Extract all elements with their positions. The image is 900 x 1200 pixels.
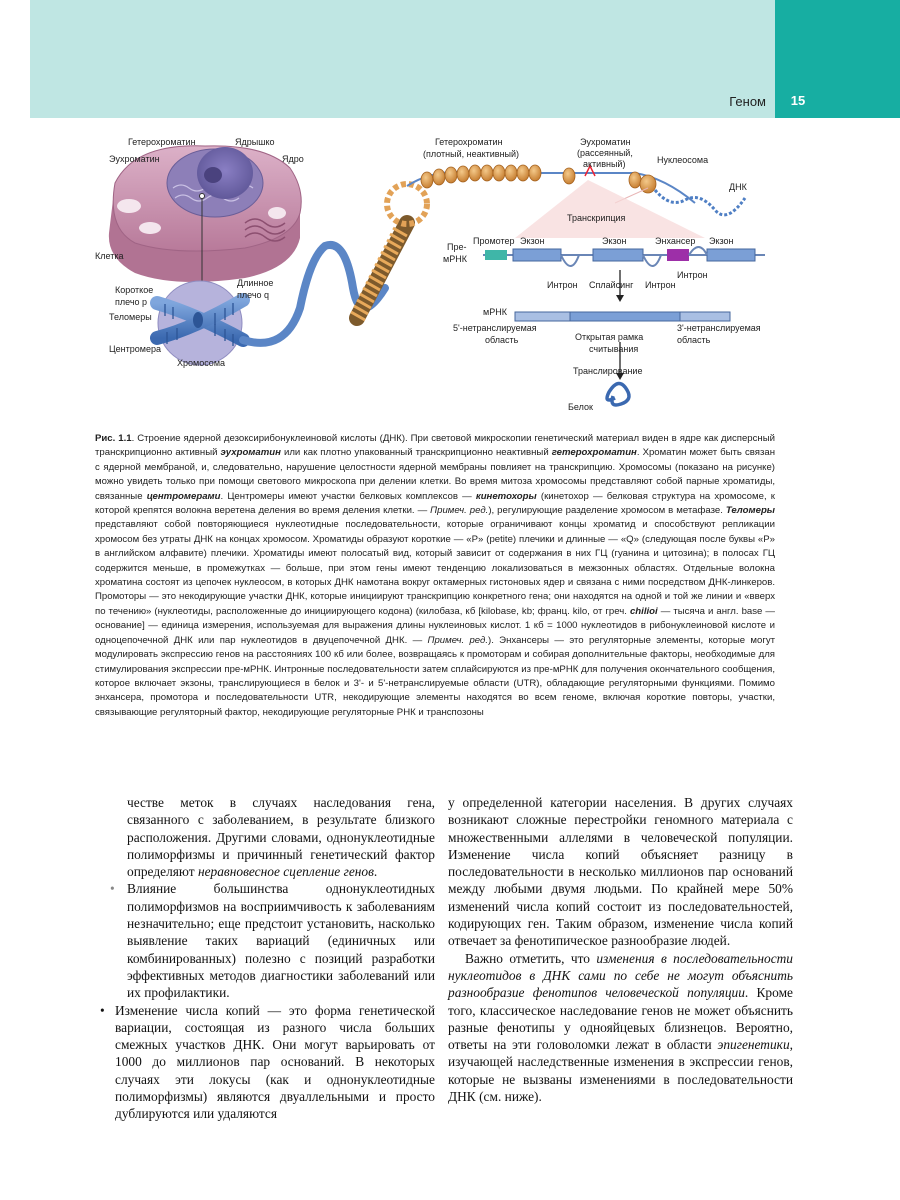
caption-term: гетерохроматин — [551, 447, 637, 459]
dna-structure-figure — [95, 128, 785, 423]
body-emphasis: эпигенетики — [717, 1037, 790, 1053]
label-euchromatin: Эухроматин — [109, 154, 160, 164]
caption-note: Примеч. ред. — [427, 634, 488, 646]
body-text: . Кроме того, классическое наследование генов не может объяснить разные фенотипы у однояйцевых близнецов. Вероятно, ответы на эти головоломки лежат в области — [448, 985, 793, 1053]
label-nucleus: Ядро — [282, 154, 304, 164]
label-splicing: Сплайсинг — [589, 280, 634, 290]
label-nucleolus: Ядрышко — [235, 137, 275, 147]
label-transcription: Транскрипция — [567, 213, 626, 223]
label-mrna: мРНК — [483, 307, 507, 317]
caption-label: Рис. 1.1 — [95, 433, 132, 444]
label-exon-2: Экзон — [602, 236, 627, 246]
caption-text: . Хроматин может быть связан с ядерной мембраной, и, следовательно, нарушение целостности ядерной мембраны повлияет на транскрипцию. Хромосомы (показано на рисунке) можно увидеть только при помощи светового микроскопа при делении клетки. Во время митоза хромосомы представляют собой парные хроматиды, связанные — [95, 447, 775, 502]
promoter-box — [485, 250, 507, 260]
label-orf-2: считывания — [589, 344, 639, 354]
chromosome-illustration — [157, 281, 243, 365]
bullet-icon: • — [100, 1002, 105, 1018]
label-utr5-2: область — [485, 335, 519, 345]
body-emphasis: изменения в последовательности нуклеотидов в ДНК сами по себе не могут объяснить разнообразие фенотипов человеческой популяции — [448, 950, 793, 1001]
caption-note: Примеч. ред. — [430, 505, 489, 517]
label-utr5-1: 5'-нетранслируемая — [453, 323, 537, 333]
label-long-arm-2: плечо q — [237, 290, 270, 300]
paragraph — [448, 950, 793, 1106]
label-heterochromatin: Гетерохроматин — [128, 137, 196, 147]
list-item — [90, 1002, 435, 1123]
label-exon-3: Экзон — [709, 236, 734, 246]
enhancer-box — [667, 249, 689, 261]
body-text: . — [373, 864, 378, 880]
caption-text: ). Энхансеры — это регуляторные элементы, которые могут модулировать экспрессию генов на расстояниях 100 кб или более, возвращаясь к промоторам и собирая дополнительные факторы, необходимые для стимулирования экспрессии пре-мРНК. Интронные последовательности затем сплайсируются из пре-мРНК для получения окончательного сообщения, которое включает экзоны, транслирующиеся в белок и 3'- и 5'-нетранслируемые области (UTR), обладающие регуляторными функциями. Помимо энхансера, промотора и последовательности UTR, некодирующие элементы находятся во всем геноме, включая короткие повторы, участки, связывающие регуляторный фактор, некодирующие регуляторные РНК и транспозоны — [95, 634, 776, 718]
caption-text: ), регулирующие разделение хромосом в метафазе. — [488, 505, 726, 517]
caption-text: . Строение ядерной дезоксирибонуклеиновой кислоты (ДНК). При световой микроскопии генетический материал виден в ядре как дисперсный транскрипционно активный — [95, 433, 775, 459]
caption-text: представляют собой повторяющиеся нуклеотидные последовательности, которые ограничивают концы хроматид и способствуют репликации хромосом без утраты ДНК на концах хромосом. Хроматиды образуют короткие — «P» (petite) плечики и длинные — «Q» (следующая после буквы «P» в английском алфавите) плечики. Хроматиды имеют полосатый вид, который зависит от содержания в них ГЦ (гуанина и цитозина); в полосах ГЦ содержится меньше, в промежутках — больше, при этом гены имеют тенденцию локализоваться в межзонных областях. Отдельные волокна хроматина состоят из цепочек нуклеосом, в которых ДНК намотана вокруг октамерных гистоновых ядер и связана с ними посредством ДНК-линкеров. Промоторы — это некодирующие участки ДНК, которые инициируют транскрипцию конкретного гена; они находятся на одной и той же линии и «вверх по течению» (нуклеотиды, расположенные до инициирующего кодона) (килобаза, кб [kilobase, kb; франц. kilo, от греч. — [95, 519, 775, 617]
exon-box-1 — [513, 249, 561, 261]
text-column-left — [90, 794, 435, 1123]
label-enhancer: Энхансер — [655, 236, 696, 246]
caption-text: — тысяча и англ. base — основание] — единица измерения, используемая для выражения длины нуклеиновых кислот. 1 кб = 1000 нуклеотидов в рибонуклеиновой кислоте и одноцепочечной ДНК или пар нуклеотидов в двуцепочечной ДНК. — — [95, 605, 775, 646]
bullet-icon: • — [110, 881, 115, 897]
label-cell: Клетка — [95, 251, 124, 261]
body-text: честве меток в случаях наследования гена, связанного с заболеванием, в результате близкого расположения. Другими словами, однонуклеотидные полиморфизмы и причинный генетический фактор определяют — [127, 795, 435, 880]
label-heterochromatin-top-1: Гетерохроматин — [435, 137, 503, 147]
label-exon-1: Экзон — [520, 236, 545, 246]
label-short-arm-1: Короткое — [115, 285, 154, 295]
label-heterochromatin-top-2: (плотный, неактивный) — [423, 149, 520, 159]
paragraph: у определенной категории населения. В других случаях возникают сложные перестройки геномного материала с множественными аллелями в человеческой популяции. Изменение числа копий объясняет разницу в последовательности в несколько миллионов пар оснований между любыми двумя людьми. По крайней мере 50% изменений числа копий состоит из последовательностей, кодирующих ген. Таким образом, изменение числа копий отвечает за фенотипическое разнообразие людей. — [448, 795, 793, 949]
label-chromosome: Хромосома — [177, 358, 226, 368]
body-text: Изменение числа копий — это форма генетической вариации, состоящая из разного числа больших смежных участков ДНК. Они могут варьировать от 1000 до миллионов пар оснований. В некоторых случаях эти локусы (как и однонуклеотидные полиморфизмы) являются двуаллельными и просто дублируются или удаляются — [115, 1002, 435, 1122]
caption-term: Теломеры — [725, 505, 775, 517]
caption-term: центромерами — [146, 490, 221, 502]
label-promoter: Промотер — [473, 236, 515, 246]
body-emphasis: неравновесное сцепление генов — [197, 864, 374, 880]
body-text: Важно отметить, что — [465, 950, 597, 966]
label-translation: Транслирование — [573, 366, 643, 376]
label-intron-2: Интрон — [645, 280, 676, 290]
header-band — [30, 0, 900, 118]
exon-box-2 — [593, 249, 643, 261]
caption-term: chilioi — [629, 605, 658, 617]
caption-term: кинетохоры — [475, 490, 537, 502]
figure-caption — [95, 432, 775, 720]
condensed-chromatin — [351, 184, 427, 320]
label-pre-mrna-2: мРНК — [443, 254, 467, 264]
exon-box-3 — [707, 249, 755, 261]
caption-term: эухроматин — [220, 447, 281, 459]
body-text: , изучающей наследственные изменения в экспрессии генов, которые не вызваны изменениями в последовательности ДНК (см. ниже). — [448, 1037, 793, 1105]
label-euchromatin-top-3: активный) — [583, 159, 626, 169]
label-euchromatin-top-1: Эухроматин — [580, 137, 631, 147]
body-text: Влияние большинства однонуклеотидных полиморфизмов на восприимчивость к заболеваниям незначительно; еще предстоит установить, насколько выявление таких вариаций (единичных или комбинированных) полезно с позиций разработки эффективных методов диагностики заболеваний или их профилактики. — [127, 881, 435, 1001]
label-orf-1: Открытая рамка — [575, 332, 644, 342]
caption-text: или как плотно упакованный транскрипционно неактивный — [280, 447, 552, 459]
paragraph-continuation — [90, 794, 435, 880]
label-telomeres: Теломеры — [109, 312, 152, 322]
label-short-arm-2: плечо p — [115, 297, 148, 307]
label-intron-1: Интрон — [547, 280, 578, 290]
label-centromere: Центромера — [109, 344, 161, 354]
running-title: Геном — [729, 94, 766, 109]
page-number: 15 — [790, 93, 806, 108]
pre-mrna-gene — [483, 247, 765, 302]
text-column-right — [448, 794, 793, 1105]
label-euchromatin-top-2: (рассеянный, — [577, 148, 633, 158]
list-item — [90, 880, 435, 1001]
caption-text: . Центромеры имеют участки белковых комплексов — — [220, 490, 476, 502]
cell-illustration — [109, 146, 301, 288]
caption-text: (кинетохор — белковая структура на хромосоме, к которой крепятся волокна веретена деления во время деления клетки. — — [95, 490, 775, 517]
label-nucleosome: Нуклеосома — [657, 155, 709, 165]
label-long-arm-1: Длинное — [237, 278, 274, 288]
label-protein: Белок — [568, 402, 593, 412]
label-utr3-2: область — [677, 335, 711, 345]
label-pre-mrna-1: Пре- — [447, 242, 467, 252]
label-intron-right: Интрон — [677, 270, 708, 280]
label-utr3-1: 3'-нетранслируемая — [677, 323, 761, 333]
label-dna: ДНК — [729, 182, 747, 192]
